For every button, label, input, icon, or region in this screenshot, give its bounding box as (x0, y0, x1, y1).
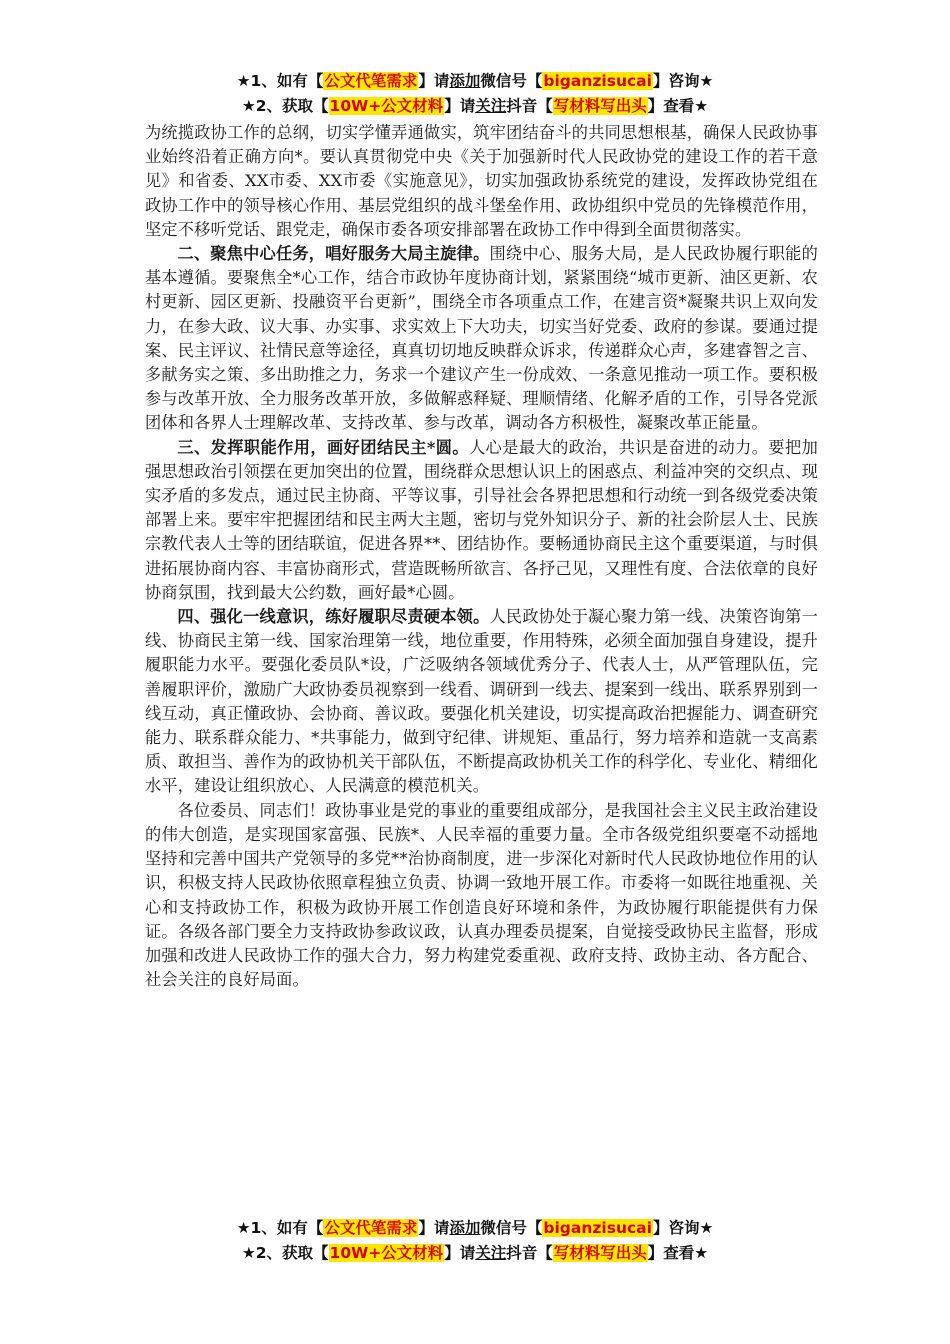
highlight-douyin: 写材料写出头 (553, 97, 647, 115)
paragraph-1: 为统揽政协工作的总纲，切实学懂弄通做实，筑牢团结奋斗的共同思想根基，确保人民政协事业始终沿着正确方向*。要认真贯彻党中央《关于加强新时代人民政协党的建设工作的若干意见》和省委、XX市委、XX市委《实施意见》，切实加强政协系统党的建设，发挥政协党组在政协工作中的领导核心作用、基层党组织的战斗堡垒作用、政协组织中党员的先锋模范作用，坚定不移听党话、跟党走，确保市委各项安排部署在政协工作中得到全面贯彻落实。 (145, 123, 818, 239)
highlight-wechat-id: biganzisucai (543, 72, 652, 90)
paragraph-2: 二、聚焦中心任务，唱好服务大局主旋律。围绕中心、服务大局，是人民政协履行职能的基本遵循。要聚焦全*心工作，结合市政协年度协商计划，紧紧围绕“城市更新、油区更新、农村更新、园区更新、投融资平台更新”，围绕全市各项重点工作，在建言资*凝聚共识上双向发力，在参大政、议大事、办实事、求实效上下大功夫，切实当好党委、政府的参谋。要通过提案、民主评议、社情民意等途径，真真切切地反映群众诉求，传递群众心声，多建睿智之言、多献务实之策、多出助推之力，务求一个建议产生一份成效、一条意见推动一项工作。要积极参与改革开放、全力服务改革开放，多做解惑释疑、理顺情绪、化解矛盾的工作，引导各党派团体和各界人士理解改革、支持改革、参与改革，调动各方积极性，凝聚改革正能量。 (145, 244, 818, 433)
highlight-douyin: 写材料写出头 (553, 1244, 647, 1262)
banner-line-1: ★1、如有【公文代笔需求】请添加微信号【biganzisucai】咨询★ (236, 1219, 714, 1237)
paragraph-4: 四、强化一线意识，练好履职尽责硬本领。人民政协处于凝心聚力第一线、决策咨询第一线、协商民主第一线、国家治理第一线，地位重要，作用特殊，必须全面加强自身建设，提升履职能力水平。要强化委员队*设，广泛吸纳各领域优秀分子、代表人士，从严管理队伍，完善履职评价，激励广大政协委员视察到一线看、调研到一线去、提案到一线出、联系界别到一线互动，真正懂政协、会协商、善议政。要强化机关建设，切实提高政治把握能力、调查研究能力、联系群众能力、*共事能力，做到守纪律、讲规矩、重品行，努力培养和造就一支高素质、敢担当、善作为的政协机关干部队伍，不断提高政协机关工作的科学化、专业化、精细化水平，建设让组织放心、人民满意的模范机关。 (145, 607, 818, 796)
paragraph-3: 三、发挥职能作用，画好团结民主*圆。人心是最大的政治，共识是奋进的动力。要把加强思想政治引领摆在更加突出的位置，围绕群众思想认识上的困惑点、利益冲突的交织点、现实矛盾的多发点，通过民主协商、平等议事，引导社会各界把思想和行动统一到各级党委决策部署上来。要牢牢把握团结和民主两大主题，密切与党外知识分子、新的社会阶层人士、民族宗教代表人士等的团结联谊，促进各界**、团结协作。要畅通协商民主这个重要渠道，与时俱进拓展协商内容、丰富协商形式，营造既畅所欲言、各抒己见，又理性有度、合法依章的良好协商氛围，找到最大公约数，画好最*心圆。 (145, 437, 818, 602)
highlight-service: 公文代笔需求 (324, 72, 418, 90)
section-heading-2: 二、聚焦中心任务，唱好服务大局主旋律。 (177, 244, 490, 264)
highlight-materials: 10W+公文材料 (329, 97, 444, 115)
section-heading-4: 四、强化一线意识，练好履职尽责硬本领。 (177, 607, 490, 627)
highlight-service: 公文代笔需求 (324, 1219, 418, 1237)
banner-line-1: ★1、如有【公文代笔需求】请添加微信号【biganzisucai】咨询★ (236, 72, 714, 90)
highlight-wechat-id: biganzisucai (543, 1219, 652, 1237)
highlight-materials: 10W+公文材料 (329, 1244, 444, 1262)
banner-line-2: ★2、获取【10W+公文材料】请关注抖音【写材料写出头】查看★ (241, 97, 709, 115)
banner-line-2: ★2、获取【10W+公文材料】请关注抖音【写材料写出头】查看★ (241, 1244, 709, 1262)
section-heading-3: 三、发挥职能作用，画好团结民主*圆。 (177, 437, 470, 457)
bottom-banner (0, 1216, 950, 1266)
top-banner (0, 69, 950, 119)
document-body (145, 121, 818, 992)
paragraph-5: 各位委员、同志们！政协事业是党的事业的重要组成部分，是我国社会主义民主政治建设的伟大创造，是实现国家富强、民族*、人民幸福的重要力量。全市各级党组织要毫不动摇地坚持和完善中国共产党领导的多党**治协商制度，进一步深化对新时代人民政协地位作用的认识，积极支持人民政协依照章程独立负责、协调一致地开展工作。市委将一如既往地重视、关心和支持政协工作，积极为政协开展工作创造良好环境和条件，为政协履行职能提供有力保证。各级各部门要全力支持政协参政议政，认真办理委员提案，自觉接受政协民主监督，形成加强和改进人民政协工作的强大合力，努力构建党委重视、政府支持、政协主动、各方配合、社会关注的良好局面。 (145, 800, 818, 990)
